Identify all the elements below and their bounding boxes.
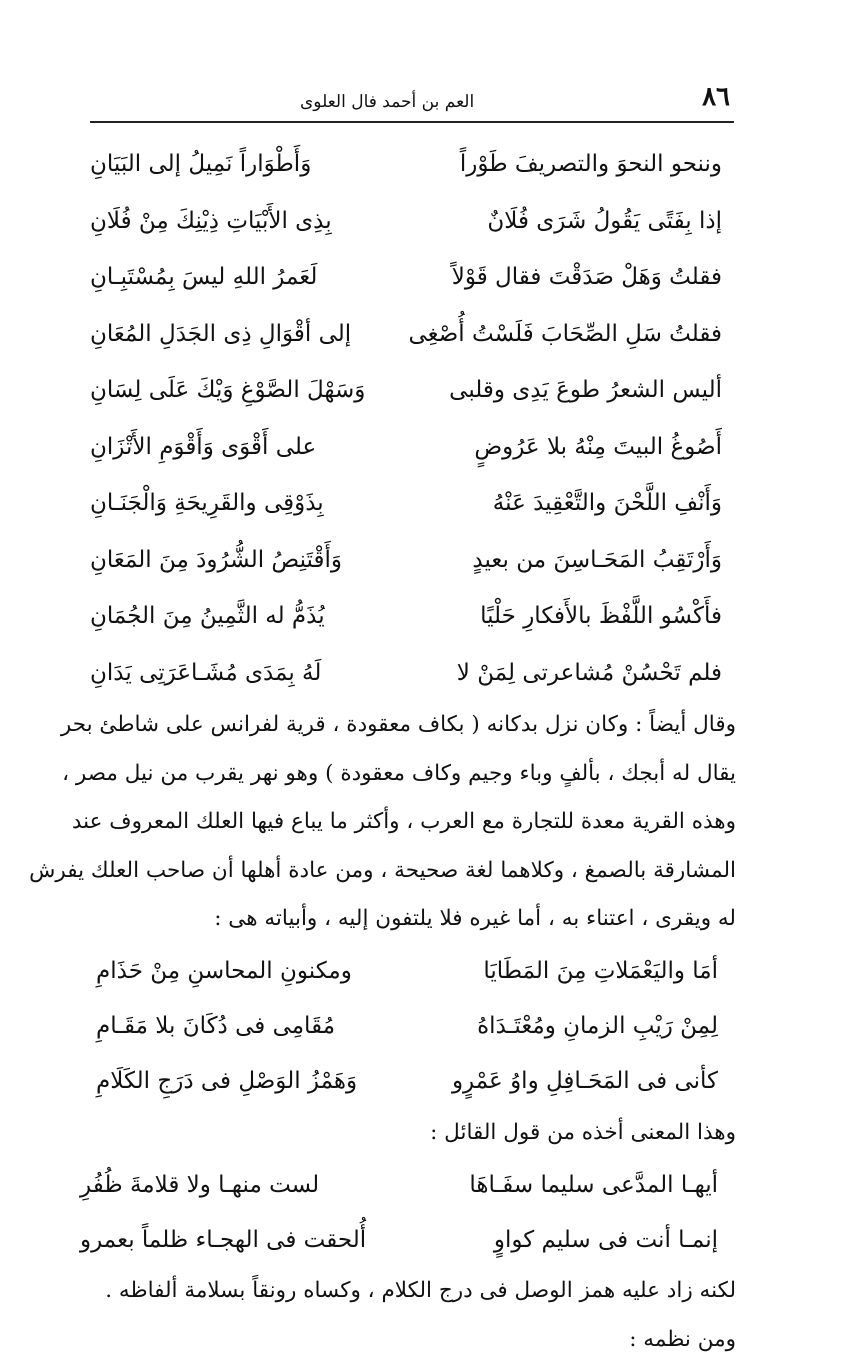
verse-line [76, 419, 736, 476]
prose-paragraph-one [76, 701, 736, 944]
first-hemistich: إنمـا أنت فى سليم كواوٍ [494, 1227, 718, 1253]
second-hemistich: بِذِى الأَبْيَاتِ ذِيْنِكَ مِنْ فُلَانِ [90, 208, 332, 234]
verse-line [76, 1157, 736, 1212]
prose-line: يقال له أبجك ، بألفٍ وباء وجيم وكاف معقودة ) وهو نهر يقرب من نيل مصر ، [76, 750, 736, 799]
first-hemistich: فلم تَحْسُنْ مُشاعرتى لِمَنْ لا [457, 660, 722, 686]
prose-line: وقال أيضاً : وكان نزل بدكانه ( بكاف معقودة ، قرية لفرانس على شاطئ بحر [76, 701, 736, 750]
verse-line [76, 532, 736, 589]
first-hemistich: وَأَنْفِ اللَّحْنَ والتَّعْقِيدَ عَنْهُ [493, 490, 722, 516]
first-hemistich: كأنى فى المَحَـافِلِ واوُ عَمْرٍو [452, 1068, 718, 1094]
first-hemistich: وننحو النحوَ والتصريفَ طَوْراً [460, 151, 722, 177]
first-hemistich: فقلتُ سَلِ الصِّحَابَ فَلَسْتُ أُصْغِى [408, 321, 722, 347]
verse-line [76, 1212, 736, 1267]
prose-line: له ويقرى ، اعتناء به ، أما غيره فلا يلتفون إليه ، وأبياته هى : [76, 895, 736, 944]
second-hemistich: وَأَقْتَنِصُ الشُّرُودَ مِنَ المَعَانِ [90, 547, 342, 573]
first-hemistich: أيهـا المدَّعى سليما سفَـاهَا [469, 1172, 718, 1198]
second-hemistich: وَهَمْزُ الوَصْلِ فى دَرَجِ الكَلَامِ [96, 1068, 357, 1094]
verse-line [76, 944, 736, 999]
first-hemistich: فقلتُ وَهَلْ صَدَقْتَ فقال قَوْلاً [452, 264, 722, 290]
poem-three [76, 1157, 736, 1267]
verse-line [76, 362, 736, 419]
header-rule [90, 121, 734, 123]
verse-line [76, 588, 736, 645]
verse-line [76, 475, 736, 532]
verse-line [76, 306, 736, 363]
second-hemistich: لَعَمرُ اللهِ ليسَ بِمُسْتَبِـانِ [90, 264, 317, 290]
prose-paragraph-four [76, 1316, 736, 1364]
first-hemistich: لِمِنْ رَيْبِ الزمانِ ومُعْتَـدَاهُ [477, 1013, 718, 1039]
second-hemistich: وَسَهْلَ الصَّوْغِ وَيْكَ عَلَى لِسَانِ [90, 377, 365, 403]
first-hemistich: وَأَرْتَقِبُ المَحَـاسِنَ من بعيدٍ [472, 547, 722, 573]
prose-paragraph-two [76, 1109, 736, 1158]
verse-line [76, 645, 736, 702]
second-hemistich: وَأَطْوَاراً نَمِيلُ إلى البَيَانِ [90, 151, 311, 177]
second-hemistich: لَهُ بِمَدَى مُشَـاعَرَتِى يَدَانِ [90, 660, 321, 686]
poem-two [76, 944, 736, 1109]
second-hemistich: أُلحقت فى الهجـاء ظلماً بعمرو [80, 1227, 366, 1253]
verse-line [76, 193, 736, 250]
page-number: ٨٦ [702, 82, 730, 112]
first-hemistich: أمَا واليَعْمَلاتِ مِنَ المَطَايَا [483, 958, 718, 984]
verse-line [76, 136, 736, 193]
verse-line [76, 249, 736, 306]
poem-one [76, 136, 736, 701]
second-hemistich: بِذَوْقِى والقَرِيحَةِ وَالْجَنَـانِ [90, 490, 324, 516]
running-title: العم بن أحمد فال العلوى [300, 92, 474, 112]
prose-line: المشارقة بالصمغ ، وكلاهما لغة صحيحة ، ومن عادة أهلها أن صاحب العلك يفرش [76, 847, 736, 896]
prose-line: وهذه القرية معدة للتجارة مع العرب ، وأكثر ما يباع فيها العلك المعروف عند [76, 798, 736, 847]
prose-line: ومن نظمه : [76, 1316, 736, 1364]
page-body [76, 136, 736, 1364]
prose-line: وهذا المعنى أخذه من قول القائل : [76, 1109, 736, 1158]
first-hemistich: إذا بِفَتًى يَقُولُ شَرَى فُلَانٌ [487, 208, 722, 234]
first-hemistich: أَصُوغُ البيتَ مِنْهُ بلا عَرُوضٍ [474, 434, 722, 460]
verse-line [76, 999, 736, 1054]
verse-line [76, 1054, 736, 1109]
second-hemistich: مُقَامِى فى دُكَانَ بلا مَقَـامِ [96, 1013, 335, 1039]
second-hemistich: يُذَمُّ له الثَّمِينُ مِنَ الجُمَانِ [90, 603, 325, 629]
first-hemistich: فأَكْسُو اللَّفْظَ بالأَفكارِ حَلْيًا [480, 603, 722, 629]
second-hemistich: ومكنونِ المحاسنِ مِنْ حَذَامِ [96, 958, 352, 984]
prose-paragraph-three [76, 1267, 736, 1316]
second-hemistich: على أَقْوَى وَأَقْوَمِ الأَتْزَانِ [90, 434, 316, 460]
first-hemistich: أليس الشعرُ طوعَ يَدِى وقلبى [449, 377, 722, 403]
running-header [90, 82, 730, 112]
prose-line: لكنه زاد عليه همز الوصل فى درج الكلام ، وكساه رونقاً بسلامة ألفاظه . [76, 1267, 736, 1316]
second-hemistich: إلى أقْوَالِ ذِى الجَدَلِ المُعَانِ [90, 321, 351, 347]
second-hemistich: لست منهـا ولا قلامةَ ظُفُرِ [80, 1172, 319, 1198]
